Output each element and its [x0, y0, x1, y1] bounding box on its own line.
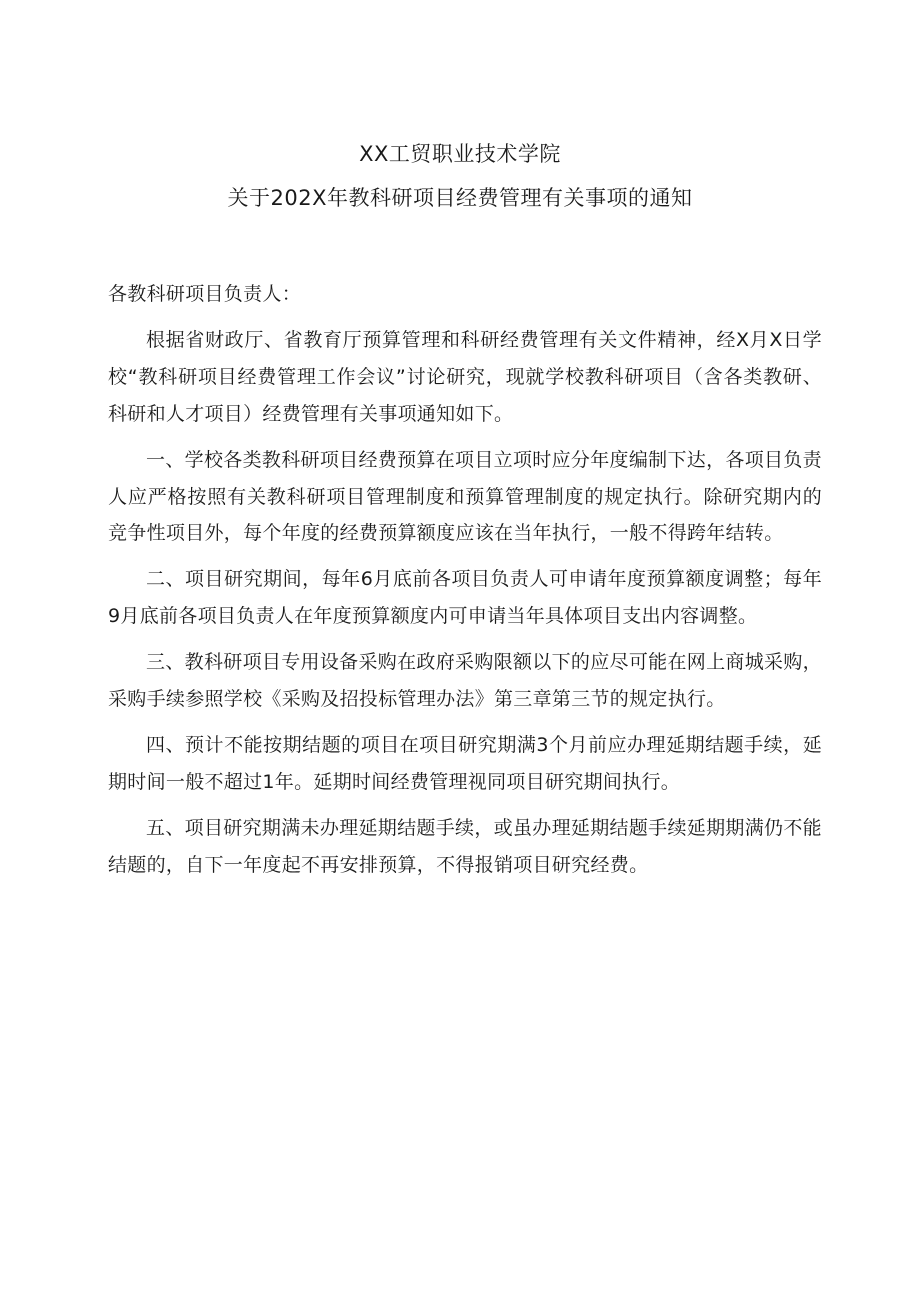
paragraph-item-1: 一、学校各类教科研项目经费预算在项目立项时应分年度编制下达，各项目负责人应严格按照有关教科研项目管理制度和预算管理制度的规定执行。除研究期内的竞争性项目外，每个年度的经费预算额度应该在当年执行，一般不得跨年结转。: [108, 448, 822, 545]
notice-subject: 关于202X年教科研项目经费管理有关事项的通知: [227, 186, 693, 210]
paragraph-item-3: 三、教科研项目专用设备采购在政府采购限额以下的应尽可能在网上商城采购，采购手续参照学校《采购及招投标管理办法》第三章第三节的规定执行。: [108, 651, 822, 711]
notice-body: [108, 276, 822, 893]
paragraph-item-5: 五、项目研究期满未办理延期结题手续，或虽办理延期结题手续延期期满仍不能结题的，自下一年度起不再安排预算，不得报销项目研究经费。: [108, 817, 822, 876]
paragraph-item-4: 四、预计不能按期结题的项目在项目研究期满3个月前应办理延期结题手续，延期时间一般不超过1年。延期时间经费管理视同项目研究期间执行。: [108, 734, 822, 793]
salutation: 各教科研项目负责人：: [108, 283, 302, 305]
notice-title: [0, 132, 920, 220]
paragraph-item-2: 二、项目研究期间，每年6月底前各项目负责人可申请年度预算额度调整；每年9月底前各项目负责人在年度预算额度内可申请当年具体项目支出内容调整。: [108, 568, 822, 628]
institution-name: XX工贸职业技术学院: [359, 142, 561, 166]
paragraph-intro: 根据省财政厅、省教育厅预算管理和科研经费管理有关文件精神，经X月X日学校“教科研项目经费管理工作会议”讨论研究，现就学校教科研项目（含各类教研、科研和人才项目）经费管理有关事项通知如下。: [108, 329, 822, 425]
